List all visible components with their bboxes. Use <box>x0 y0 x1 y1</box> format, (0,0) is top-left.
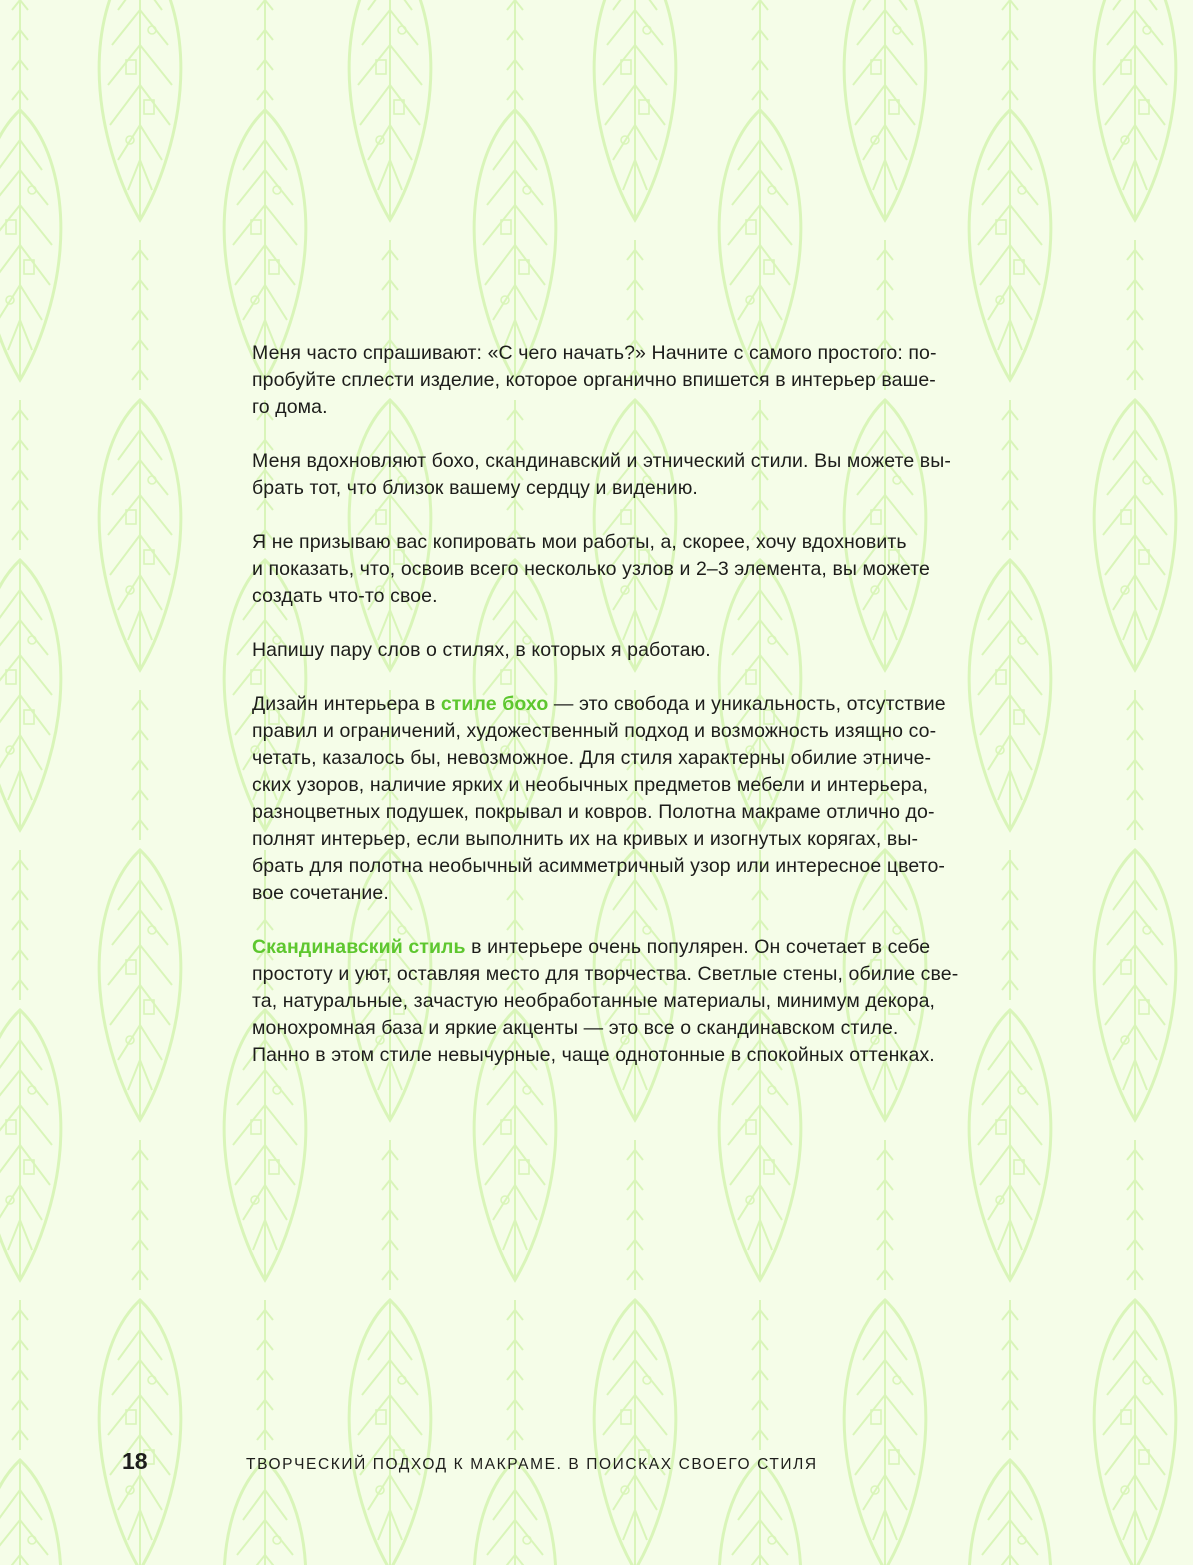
text-line <box>252 691 1002 718</box>
text-line <box>252 961 1002 988</box>
text-line <box>252 1042 1002 1069</box>
text-segment: брать для полотна необычный асимметричный узор или интересное цвето- <box>252 855 945 877</box>
text-segment: — это свобода и уникальность, отсутствие <box>548 693 946 715</box>
style-highlight: стиле бохо <box>440 693 549 715</box>
text-segment: Панно в этом стиле невычурные, чаще однотонные в спокойных оттенках. <box>252 1044 935 1066</box>
paragraph <box>252 637 1002 664</box>
text-line <box>252 340 1002 367</box>
text-line <box>252 529 1002 556</box>
text-line <box>252 826 1002 853</box>
text-line <box>252 367 1002 394</box>
text-line <box>252 583 1002 610</box>
text-line <box>252 718 1002 745</box>
page-footer <box>0 1440 1193 1480</box>
text-line <box>252 475 1002 502</box>
text-line <box>252 772 1002 799</box>
text-segment: Меня вдохновляют бохо, скандинавский и этнический стили. Вы можете вы- <box>252 450 951 472</box>
text-line <box>252 448 1002 475</box>
style-highlight: Скандинавский стиль <box>252 936 466 958</box>
text-segment: четать, казалось бы, невозможное. Для стиля характерны обилие этниче- <box>252 747 932 769</box>
text-line <box>252 556 1002 583</box>
text-segment: вое сочетание. <box>252 882 389 904</box>
text-line <box>252 394 1002 421</box>
text-segment: простоту и уют, оставляя место для творчества. Светлые стены, обилие све- <box>252 963 959 985</box>
text-segment: го дома. <box>252 396 328 418</box>
text-segment: в интерьере очень популярен. Он сочетает в себе <box>465 936 931 958</box>
text-line <box>252 988 1002 1015</box>
text-segment: полнят интерьер, если выполнить их на кривых и изогнутых корягах, вы- <box>252 828 919 850</box>
body-text <box>252 340 1002 1096</box>
text-line <box>252 745 1002 772</box>
text-segment: и показать, что, освоив всего несколько узлов и 2–3 элемента, вы можете <box>252 558 930 580</box>
text-segment: Меня часто спрашивают: «С чего начать?» Начните с самого простого: по- <box>252 342 937 364</box>
text-line <box>252 637 1002 664</box>
text-line <box>252 934 1002 961</box>
text-segment: брать тот, что близок вашему сердцу и видению. <box>252 477 698 499</box>
text-segment: правил и ограничений, художественный подход и возможность изящно со- <box>252 720 937 742</box>
text-line <box>252 1015 1002 1042</box>
text-segment: пробуйте сплести изделие, которое органично впишется в интерьер ваше- <box>252 369 936 391</box>
text-segment: та, натуральные, зачастую необработанные материалы, минимум декора, <box>252 990 936 1012</box>
text-line <box>252 853 1002 880</box>
running-title: ТВОРЧЕСКИЙ ПОДХОД К МАКРАМЕ. В ПОИСКАХ СВОЕГО СТИЛЯ <box>246 1456 818 1473</box>
text-segment: Напишу пару слов о стилях, в которых я работаю. <box>252 639 711 661</box>
page-number: 18 <box>122 1448 148 1474</box>
text-line <box>252 799 1002 826</box>
text-segment: создать что-то свое. <box>252 585 438 607</box>
paragraph <box>252 340 1002 421</box>
text-segment: ских узоров, наличие ярких и необычных предметов мебели и интерьера, <box>252 774 929 796</box>
text-line <box>252 880 1002 907</box>
text-segment: разноцветных подушек, покрывал и ковров. Полотна макраме отлично до- <box>252 801 935 823</box>
text-segment: монохромная база и яркие акценты — это все о скандинавском стиле. <box>252 1017 899 1039</box>
paragraph <box>252 934 1002 1069</box>
paragraph <box>252 529 1002 610</box>
paragraph <box>252 448 1002 502</box>
text-segment: Дизайн интерьера в <box>252 693 441 715</box>
paragraph <box>252 691 1002 907</box>
text-segment: Я не призываю вас копировать мои работы, а, скорее, хочу вдохновить <box>252 531 907 553</box>
